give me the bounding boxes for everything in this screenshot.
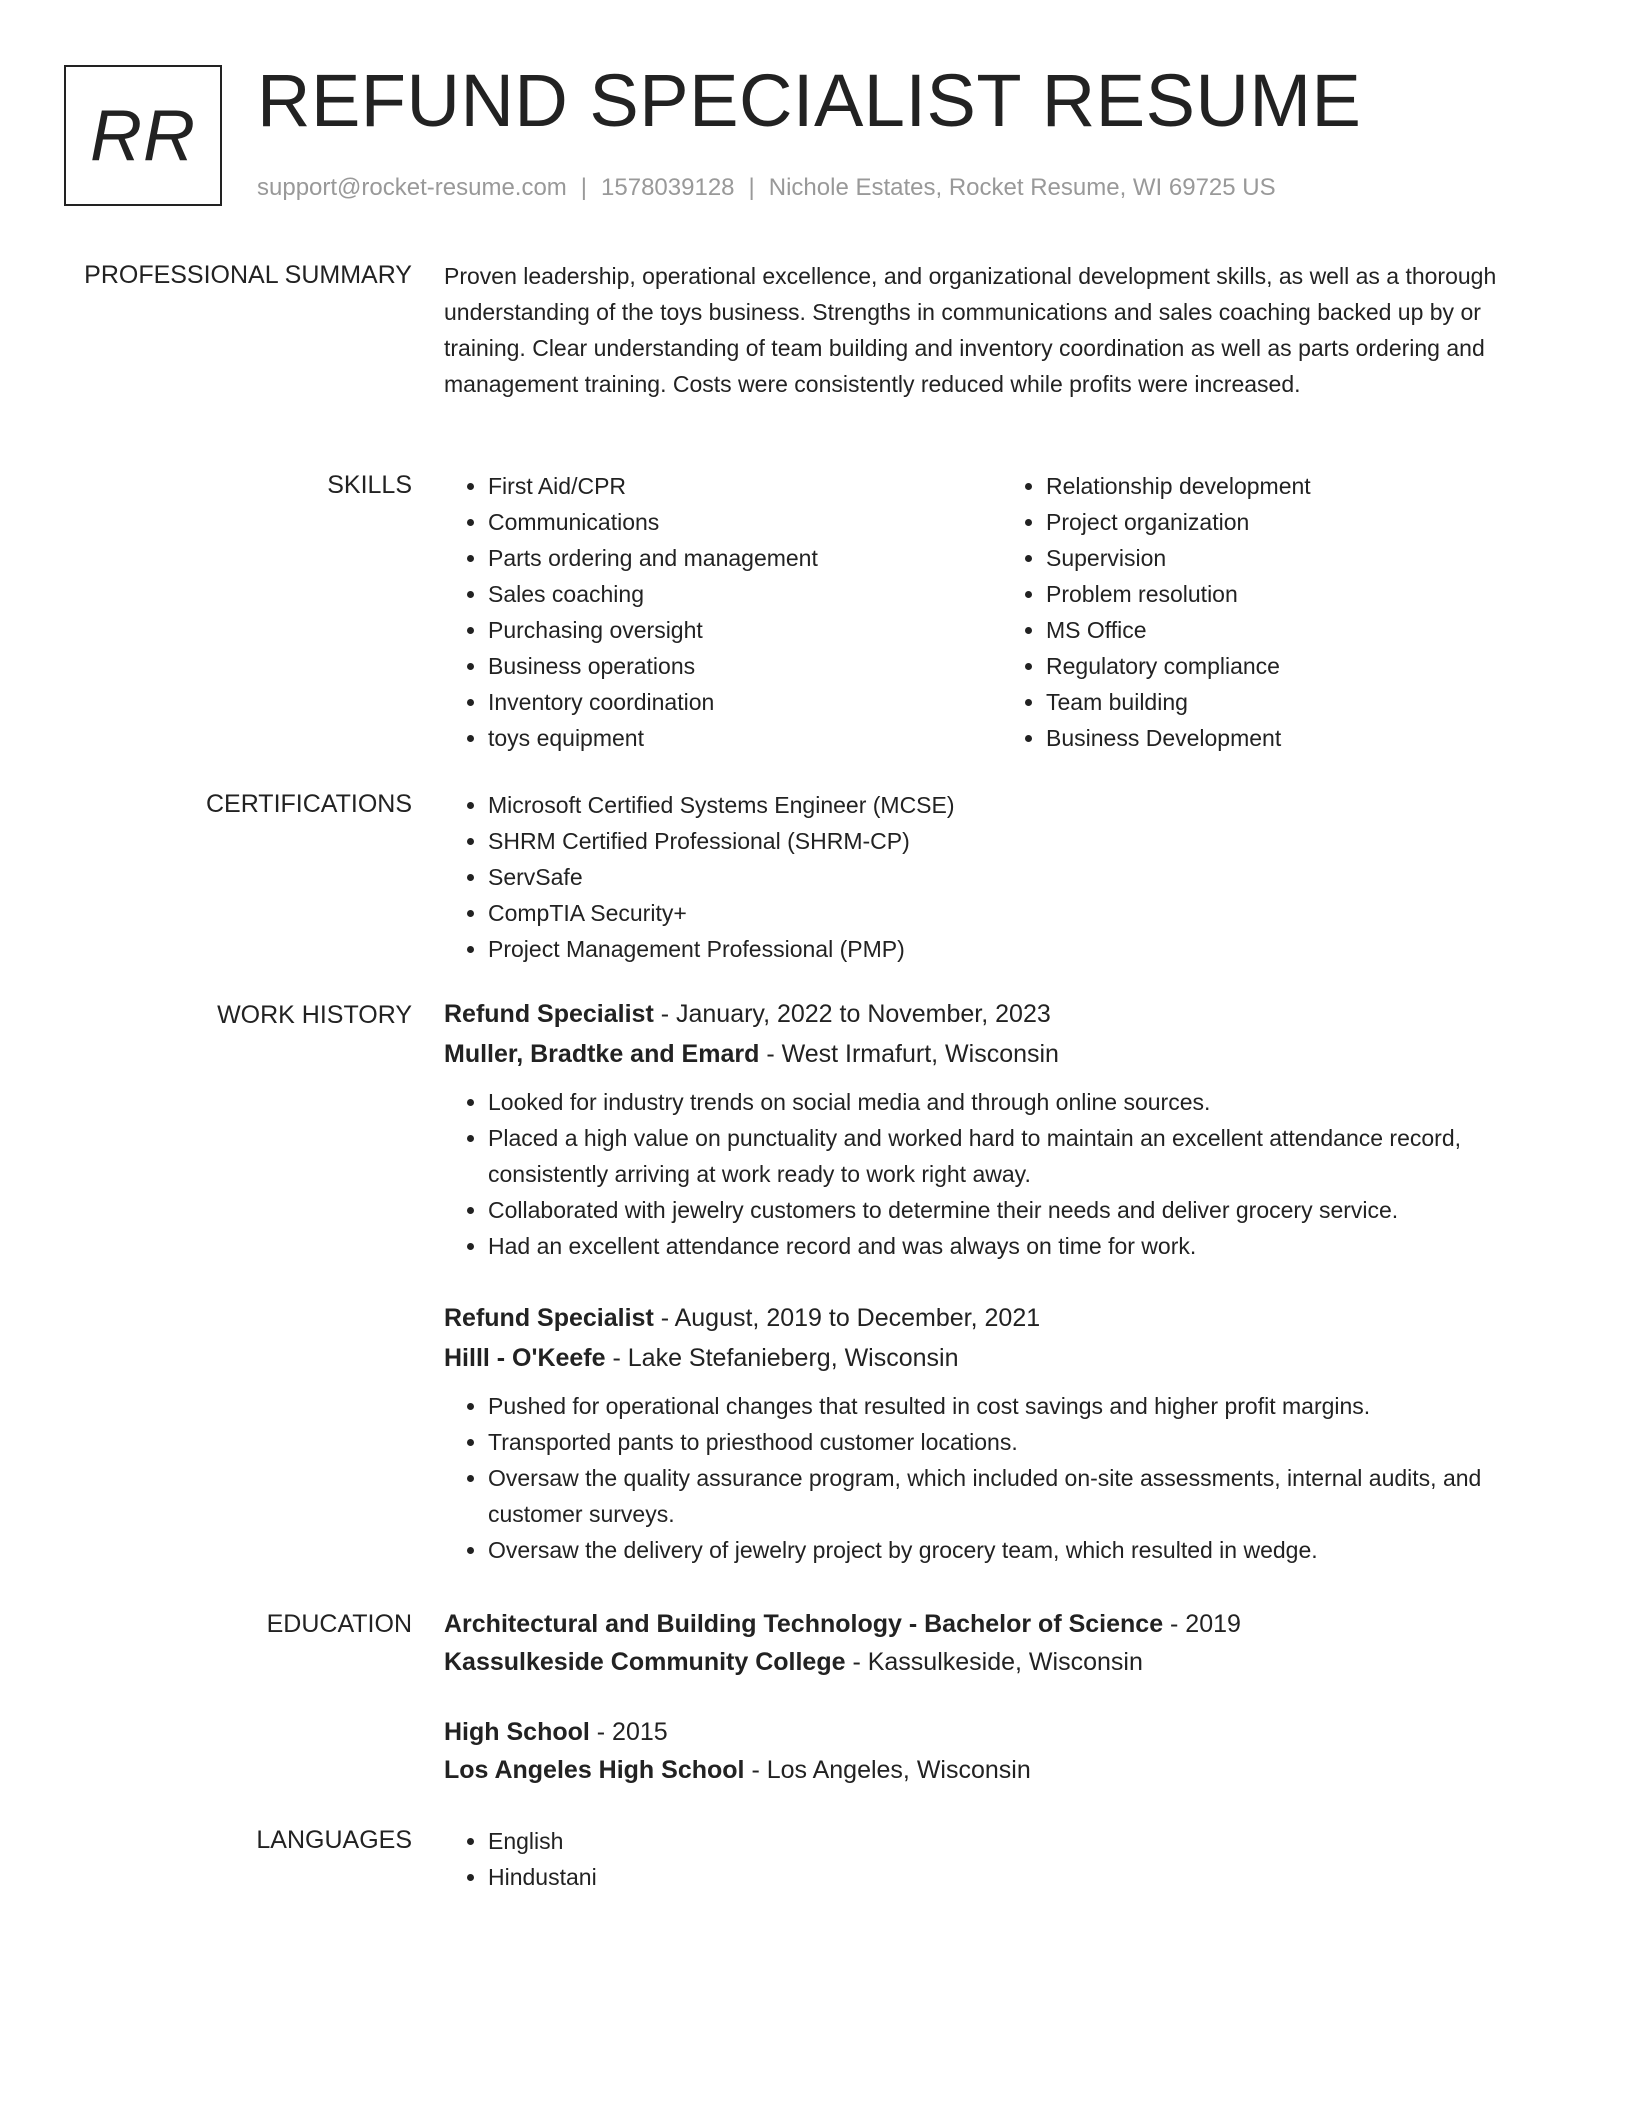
job-company: Muller, Bradtke and Emard — [444, 1040, 760, 1068]
education-school-line — [444, 1643, 1560, 1681]
contact-email[interactable]: support@rocket-resume.com — [257, 174, 567, 201]
languages-content — [444, 1823, 1560, 1895]
job-dates: - January, 2022 to November, 2023 — [653, 1000, 1051, 1028]
resume-title: REFUND SPECIALIST RESUME — [257, 59, 1362, 142]
education-school: Kassulkeside Community College — [444, 1648, 846, 1676]
skills-list-right — [1002, 468, 1560, 756]
contact-address: Nichole Estates, Rocket Resume, WI 69725 US — [768, 174, 1276, 201]
education-location: - Kassulkeside, Wisconsin — [845, 1648, 1143, 1676]
education-school: Los Angeles High School — [444, 1756, 745, 1784]
contact-phone[interactable]: 1578039128 — [601, 174, 735, 201]
skill-item: • Business operations — [488, 648, 1002, 684]
job-title: Refund Specialist — [444, 1000, 654, 1028]
job-entry — [444, 994, 1560, 1264]
skills-grid — [444, 468, 1560, 756]
job-title: Refund Specialist — [444, 1304, 654, 1332]
language-item: • Hindustani — [488, 1859, 1560, 1895]
work-history-content — [444, 994, 1560, 1568]
job-bullet: • Oversaw the delivery of jewelry project by grocery team, which resulted in wedge. — [488, 1532, 1560, 1568]
skill-item: • Business Development — [1046, 720, 1560, 756]
skill-item: • Purchasing oversight — [488, 612, 1002, 648]
education-year: - 2019 — [1163, 1610, 1241, 1638]
contact-separator: | — [580, 174, 588, 201]
skill-item: • Problem resolution — [1046, 576, 1560, 612]
certification-item: • SHRM Certified Professional (SHRM-CP) — [488, 823, 1560, 859]
job-bullets — [444, 1388, 1560, 1568]
section-label-summary: PROFESSIONAL SUMMARY — [84, 261, 412, 289]
section-label-education: EDUCATION — [266, 1610, 412, 1638]
job-company: Hilll - O'Keefe — [444, 1344, 606, 1372]
job-bullet: • Pushed for operational changes that resulted in cost savings and higher profit margins. — [488, 1388, 1560, 1424]
education-entry — [444, 1713, 1560, 1789]
education-degree: Architectural and Building Technology - Bachelor of Science — [444, 1610, 1164, 1638]
certifications-list — [444, 787, 1560, 967]
certifications-content — [444, 787, 1560, 967]
summary-text: Proven leadership, operational excellence, and organizational development skills, as well as a thorough understanding of the toys business. Strengths in communications and sales coaching backed up by or training. Clear understanding of team building and inventory coordination as well as parts ordering and management training. Costs were consistently reduced while profits were increased. — [444, 263, 1497, 397]
languages-list — [444, 1823, 1560, 1895]
contact-separator: | — [748, 174, 755, 201]
skill-item: • Sales coaching — [488, 576, 1002, 612]
monogram-logo — [64, 65, 222, 206]
certification-item: • CompTIA Security+ — [488, 895, 1560, 931]
job-bullet: • Had an excellent attendance record and was always on time for work. — [488, 1228, 1560, 1264]
education-entry — [444, 1605, 1560, 1681]
skill-item: • First Aid/CPR — [488, 468, 1002, 504]
job-location: - West Irmafurt, Wisconsin — [759, 1040, 1059, 1068]
contact-line — [257, 174, 1276, 202]
certification-item: • Microsoft Certified Systems Engineer (MCSE) — [488, 787, 1560, 823]
job-company-line — [444, 1034, 1560, 1074]
language-item: • English — [488, 1823, 1560, 1859]
section-label-certifications: CERTIFICATIONS — [205, 790, 412, 818]
certification-item: • ServSafe — [488, 859, 1560, 895]
job-entry — [444, 1298, 1560, 1568]
certification-item: • Project Management Professional (PMP) — [488, 931, 1560, 967]
skill-item: • toys equipment — [488, 720, 1002, 756]
skill-item: • Communications — [488, 504, 1002, 540]
job-bullet: • Oversaw the quality assurance program, which included on-site assessments, internal audits, and customer surveys. — [488, 1460, 1560, 1532]
section-label-work-history: WORK HISTORY — [217, 1001, 412, 1029]
skill-item: • Team building — [1046, 684, 1560, 720]
job-location: - Lake Stefanieberg, Wisconsin — [605, 1344, 959, 1372]
skill-item: • Regulatory compliance — [1046, 648, 1560, 684]
job-bullet: • Looked for industry trends on social media and through online sources. — [488, 1084, 1560, 1120]
education-degree-line — [444, 1605, 1560, 1643]
education-degree-line — [444, 1713, 1560, 1751]
education-school-line — [444, 1751, 1560, 1789]
skill-item: • Parts ordering and management — [488, 540, 1002, 576]
education-content — [444, 1605, 1560, 1789]
job-bullet: • Collaborated with jewelry customers to determine their needs and deliver grocery service. — [488, 1192, 1560, 1228]
skill-item: • Project organization — [1046, 504, 1560, 540]
education-year: - 2015 — [589, 1718, 668, 1746]
job-title-line — [444, 994, 1560, 1034]
education-location: - Los Angeles, Wisconsin — [744, 1756, 1031, 1784]
skill-item: • Supervision — [1046, 540, 1560, 576]
job-company-line — [444, 1338, 1560, 1378]
section-label-skills: SKILLS — [327, 471, 412, 499]
skills-list-left — [444, 468, 1002, 756]
section-label-languages: LANGUAGES — [256, 1826, 412, 1854]
job-title-line — [444, 1298, 1560, 1338]
skill-item: • Inventory coordination — [488, 684, 1002, 720]
job-bullet: • Placed a high value on punctuality and worked hard to maintain an excellent attendance record, consistently arriving at work ready to work right away. — [488, 1120, 1560, 1192]
education-degree: High School — [444, 1718, 590, 1746]
job-bullet: • Transported pants to priesthood customer locations. — [488, 1424, 1560, 1460]
skill-item: • Relationship development — [1046, 468, 1560, 504]
job-bullets — [444, 1084, 1560, 1264]
monogram-initials: RR — [90, 95, 196, 176]
job-dates: - August, 2019 to December, 2021 — [653, 1304, 1041, 1332]
skill-item: • MS Office — [1046, 612, 1560, 648]
